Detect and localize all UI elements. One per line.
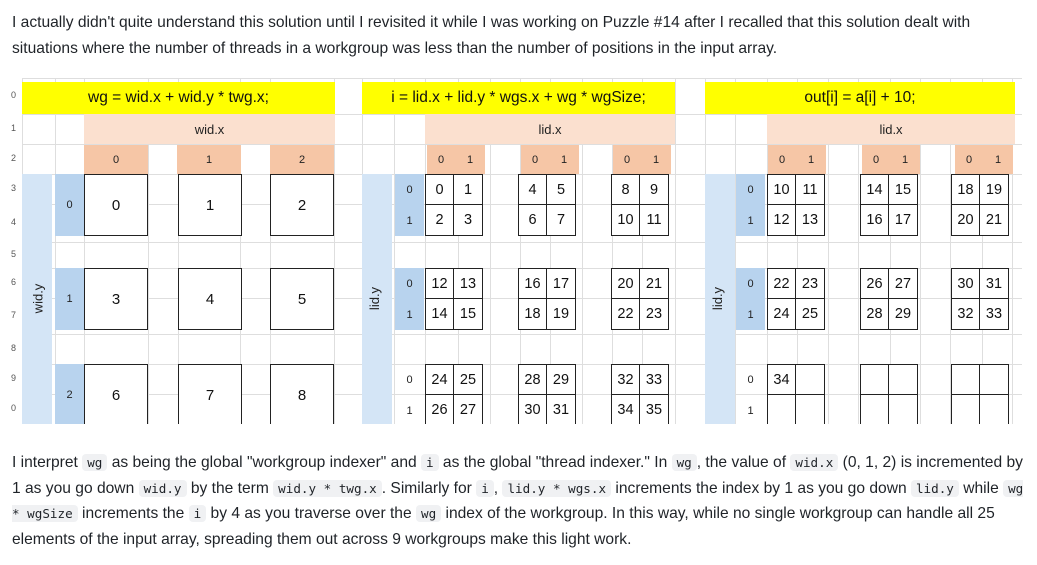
workgroup-thread-grid (518, 174, 576, 236)
thread-cell: 13 (454, 269, 482, 299)
row-index: 0 (747, 373, 754, 386)
row-index: 0 (406, 373, 413, 386)
row-axis-label: lid.y (710, 286, 726, 311)
workgroup-cell: 8 (270, 364, 334, 424)
gridline-horizontal (22, 242, 1022, 243)
thread-cell: 34 (768, 365, 796, 395)
thread-cell: 10 (768, 175, 796, 205)
row-number: 3 (11, 183, 17, 193)
workgroup-thread-grid (425, 268, 483, 330)
inline-code: wid.x (790, 454, 838, 471)
text: , (493, 479, 503, 497)
row-number: 6 (11, 277, 17, 287)
formula-header: i = lid.x + lid.y * wgs.x + wg * wgSize; (362, 82, 675, 114)
inline-code: i (189, 505, 207, 522)
thread-cell: 13 (801, 212, 819, 228)
text: , the value of (696, 454, 791, 471)
inline-code: wid.y (139, 480, 187, 497)
thread-cell: 4 (519, 175, 547, 205)
column-index: 0 (84, 145, 148, 174)
thread-cell: 29 (894, 306, 912, 322)
thread-cell: 10 (612, 205, 640, 235)
row-index: 1 (55, 268, 84, 330)
thread-cell: 14 (426, 299, 454, 329)
thread-cell (952, 395, 980, 424)
thread-cell: 28 (861, 299, 889, 329)
row-number: 0 (11, 403, 17, 413)
workgroup-cell: 1 (178, 174, 242, 236)
workgroup-thread-grid (951, 364, 1009, 424)
thread-cell: 21 (640, 269, 668, 299)
thread-cell: 14 (861, 175, 889, 205)
column-index: 0 (768, 145, 797, 174)
workgroup-thread-grid (425, 174, 483, 236)
thread-cell (861, 365, 889, 395)
thread-cell (980, 395, 1008, 424)
column-index: 1 (456, 145, 485, 174)
row-number: 7 (11, 310, 17, 320)
row-index: 0 (395, 268, 424, 299)
workgroup-thread-grid (611, 268, 669, 330)
workgroup-thread-grid (518, 268, 576, 330)
column-index: 0 (521, 145, 550, 174)
thread-cell: 20 (952, 205, 980, 235)
column-index: 1 (642, 145, 671, 174)
inline-code: wg (416, 505, 441, 522)
thread-cell: 25 (801, 306, 819, 322)
thread-cell: 21 (985, 212, 1003, 228)
thread-cell: 18 (519, 299, 547, 329)
text: increments the (77, 505, 189, 522)
inline-code: i (476, 480, 494, 497)
column-index: 1 (984, 145, 1013, 174)
workgroup-thread-grid (611, 364, 669, 424)
column-index: 1 (797, 145, 826, 174)
thread-cell: 34 (612, 395, 640, 424)
thread-cell: 22 (612, 299, 640, 329)
workgroup-cell: 2 (270, 174, 334, 236)
workgroup-thread-grid (767, 268, 825, 330)
row-index: 1 (747, 404, 754, 417)
workgroup-thread-grid (425, 364, 483, 424)
thread-cell: 32 (612, 365, 640, 395)
thread-cell: 27 (889, 269, 917, 299)
workgroup-thread-grid (860, 364, 918, 424)
thread-cell: 19 (552, 306, 570, 322)
thread-cell: 19 (980, 175, 1008, 205)
thread-cell: 28 (519, 365, 547, 395)
row-number: 2 (11, 153, 17, 163)
formula-header: out[i] = a[i] + 10; (705, 82, 1015, 114)
thread-cell: 26 (426, 395, 454, 424)
column-index: 1 (177, 145, 241, 174)
thread-cell (861, 395, 889, 424)
thread-cell: 26 (861, 269, 889, 299)
thread-cell (768, 395, 796, 424)
text: (0, 1, 2) is incremented by 1 as you go down (12, 454, 1023, 497)
workgroup-cell: 4 (178, 268, 242, 330)
thread-cell: 11 (796, 175, 824, 205)
thread-cell: 0 (426, 175, 454, 205)
workgroup-cell: 6 (84, 364, 148, 424)
thread-cell: 2 (426, 205, 454, 235)
gridline-horizontal (22, 78, 1022, 79)
thread-cell: 17 (894, 212, 912, 228)
row-number: 9 (11, 373, 17, 383)
thread-cell: 12 (426, 269, 454, 299)
thread-cell (980, 365, 1008, 395)
thread-cell: 24 (426, 365, 454, 395)
thread-cell: 27 (459, 402, 477, 418)
column-index: 1 (550, 145, 579, 174)
gridline-vertical (675, 78, 676, 424)
thread-cell (889, 395, 917, 424)
thread-cell: 17 (547, 269, 575, 299)
inline-code: wid.y * twg.x (273, 480, 382, 497)
gridline-horizontal (22, 334, 1022, 335)
thread-cell (952, 365, 980, 395)
thread-cell: 23 (645, 306, 663, 322)
thread-cell: 33 (640, 365, 668, 395)
thread-cell: 31 (552, 402, 570, 418)
explanation-paragraph (12, 450, 1032, 552)
inline-code: wg * wgSize (12, 480, 1024, 521)
text: I interpret (12, 454, 83, 471)
thread-cell (889, 365, 917, 395)
row-index: 0 (395, 174, 424, 205)
row-index: 2 (55, 364, 84, 424)
thread-cell: 32 (952, 299, 980, 329)
row-index: 0 (736, 268, 765, 299)
thread-cell (796, 365, 824, 395)
workgroup-cell: 5 (270, 268, 334, 330)
thread-cell: 30 (952, 269, 980, 299)
thread-cell: 7 (556, 212, 566, 228)
row-index: 1 (395, 205, 424, 236)
thread-cell: 9 (640, 175, 668, 205)
workgroup-thread-grid (860, 174, 918, 236)
thread-cell: 6 (519, 205, 547, 235)
thread-cell: 25 (454, 365, 482, 395)
thread-cell: 30 (519, 395, 547, 424)
thread-cell: 8 (612, 175, 640, 205)
text: index of the workgroup. In this way, while no single workgroup can handle all 25 elements of the input array, spreading them out across 9 workgroups make this light work. (12, 505, 995, 548)
row-axis-label: wid.y (30, 283, 46, 314)
workgroup-cell: 0 (84, 174, 148, 236)
inline-code: i (421, 454, 439, 471)
workgroup-thread-grid (767, 174, 825, 236)
thread-cell: 31 (980, 269, 1008, 299)
workgroup-thread-grid (860, 268, 918, 330)
row-number: 8 (11, 343, 17, 353)
row-axis-label: lid.y (367, 286, 383, 311)
text: while (958, 479, 1004, 497)
thread-cell: 16 (519, 269, 547, 299)
thread-cell: 29 (547, 365, 575, 395)
workgroup-thread-grid (611, 174, 669, 236)
workgroup-thread-grid (518, 364, 576, 424)
text: increments the index by 1 as you go down (611, 479, 911, 497)
row-index: 1 (395, 299, 424, 330)
column-index: 0 (613, 145, 642, 174)
formula-header: wg = wid.x + wid.y * twg.x; (22, 82, 335, 114)
row-index: 1 (406, 404, 413, 417)
inline-code: wg (672, 454, 697, 471)
thread-cell: 23 (796, 269, 824, 299)
thread-cell: 15 (889, 175, 917, 205)
row-index: 0 (55, 174, 84, 236)
column-index: 2 (270, 145, 334, 174)
thread-cell: 1 (454, 175, 482, 205)
thread-cell: 12 (768, 205, 796, 235)
thread-cell: 5 (547, 175, 575, 205)
column-axis-label: lid.x (425, 114, 675, 144)
workgroup-thread-grid (951, 174, 1009, 236)
thread-cell: 33 (985, 306, 1003, 322)
thread-cell: 22 (768, 269, 796, 299)
row-index: 0 (736, 174, 765, 205)
row-number: 4 (11, 217, 17, 227)
column-index: 0 (955, 145, 984, 174)
text: as being the global "workgroup indexer" and (107, 454, 421, 471)
row-index: 1 (736, 299, 765, 330)
text: by 4 as you traverse over the (206, 505, 416, 522)
thread-cell: 24 (768, 299, 796, 329)
text: as the global "thread indexer." In (438, 454, 672, 471)
inline-code: lid.y * wgs.x (502, 480, 611, 497)
thread-cell: 11 (646, 212, 662, 228)
thread-cell: 20 (612, 269, 640, 299)
thread-cell: 35 (645, 402, 663, 418)
inline-code: lid.y (911, 480, 959, 497)
column-axis-label: wid.x (84, 114, 335, 144)
row-number: 0 (11, 90, 17, 100)
row-number: 1 (11, 123, 17, 133)
text: . Similarly for (381, 479, 477, 497)
spreadsheet-image (0, 78, 1037, 424)
workgroup-cell: 7 (178, 364, 242, 424)
workgroup-thread-grid (767, 364, 825, 424)
thread-cell: 3 (463, 212, 473, 228)
text: by the term (186, 479, 274, 497)
workgroup-cell: 3 (84, 268, 148, 330)
thread-cell: 16 (861, 205, 889, 235)
inline-code: wg (82, 454, 107, 471)
column-index: 0 (862, 145, 891, 174)
row-number: 5 (11, 249, 17, 259)
row-index: 1 (736, 205, 765, 236)
workgroup-thread-grid (951, 268, 1009, 330)
column-index: 0 (427, 145, 456, 174)
thread-cell: 18 (952, 175, 980, 205)
thread-cell: 15 (459, 306, 477, 322)
column-index: 1 (891, 145, 920, 174)
column-axis-label: lid.x (767, 114, 1015, 144)
intro-paragraph: I actually didn't quite understand this solution until I revisited it while I was working on Puzzle #14 after I recalled that this solution dealt with situations where the number of threads in a workgroup was less than the number of positions in the input array. (12, 14, 971, 57)
thread-cell (796, 395, 824, 424)
